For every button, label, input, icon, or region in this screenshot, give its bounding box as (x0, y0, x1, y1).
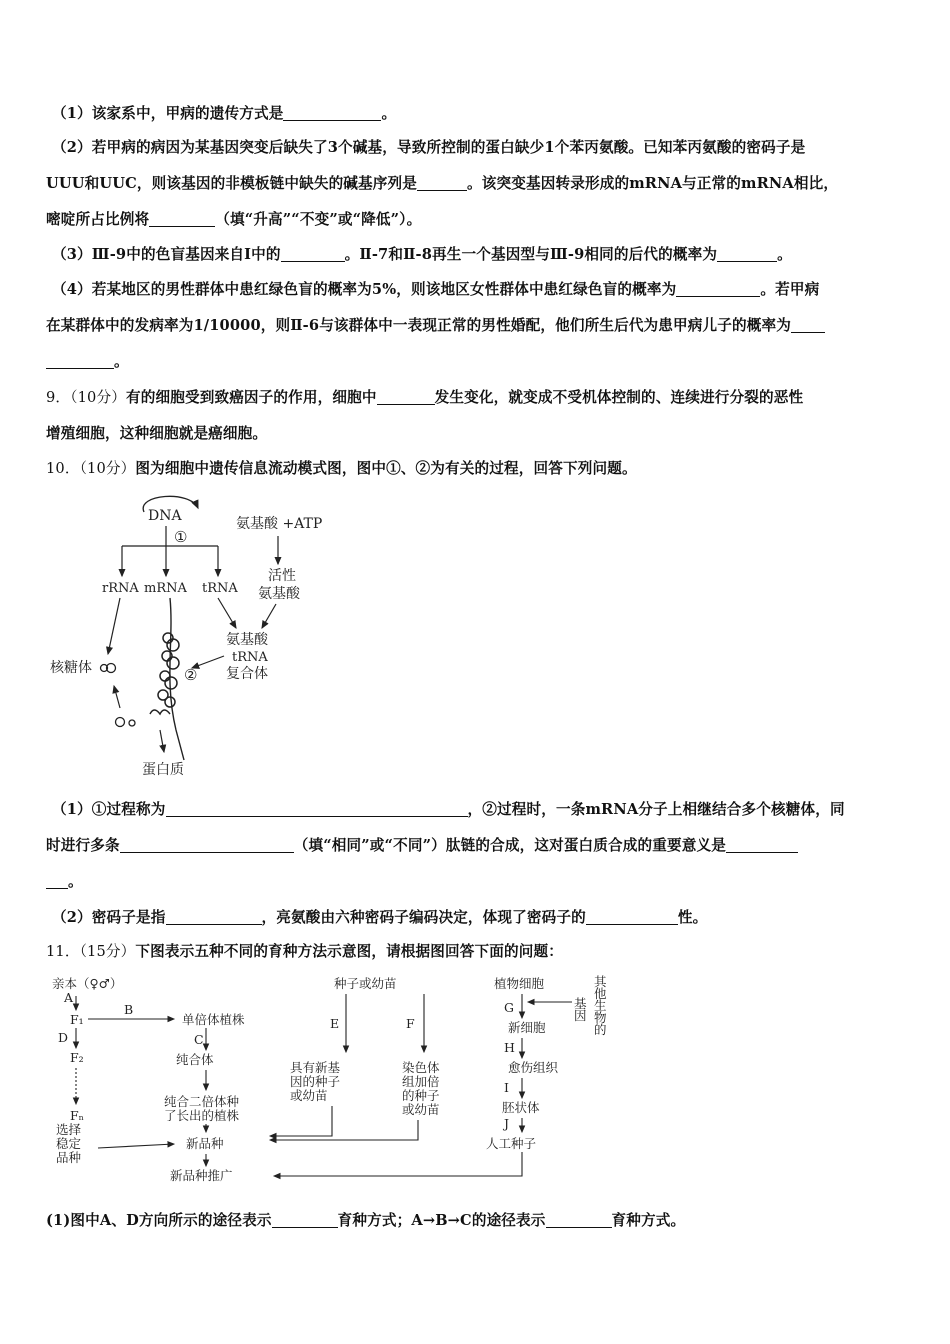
answer-blank[interactable] (676, 281, 760, 297)
artificial-seed-label: 人工种子 (486, 1136, 537, 1151)
complex-line3: 复合体 (226, 666, 268, 682)
rrna-to-ribosome-arrow (108, 598, 120, 654)
select-line3: 品种 (56, 1150, 82, 1165)
q10-part2: （2）密码子是指 ，亮氨酸由六种密码子编码决定，体现了密码子的 性。 (52, 909, 708, 926)
answer-blank[interactable] (546, 1212, 612, 1228)
pure-diploid-line1: 纯合二倍体种 (164, 1094, 240, 1109)
dna-label: DNA (148, 508, 182, 524)
polyploid-line4: 或幼苗 (402, 1102, 440, 1117)
step-d-label: D (58, 1030, 69, 1045)
q11-stem: 11．（15分）下图表示五种不同的育种方法示意图，请根据图回答下面的问题： (46, 943, 563, 960)
q10-stem: 10．（10分）图为细胞中遗传信息流动模式图，图中①、②为有关的过程，回答下列问题。 (46, 460, 637, 477)
answer-blank[interactable] (46, 353, 114, 369)
q9-line1: 9．（10分）有的细胞受到致癌因子的作用，细胞中 发生变化，就变成不受机体控制的、连续进行分裂的恶性 (46, 389, 804, 406)
breeding-methods-diagram (46, 972, 626, 1192)
parent-label: 亲本（♀♂） (52, 976, 123, 991)
select-line1: 选择 (56, 1122, 82, 1137)
answer-blank[interactable] (377, 389, 435, 405)
step-e-label: E (330, 1016, 340, 1031)
rrna-label: rRNA (102, 581, 139, 596)
q8-part4-line1: （4）若某地区的男性群体中患红绿色盲的概率为5%，则该地区女性群体中患红绿色盲的概率为 。若甲病 (52, 281, 820, 298)
activated-aa-line2: 氨基酸 (258, 586, 300, 602)
recycle-arrow (114, 686, 120, 708)
e-to-newvar-arrow (270, 1106, 332, 1136)
answer-blank[interactable] (166, 909, 262, 925)
gene-line1: 基 (574, 996, 587, 1011)
polyploid-line1: 染色体 (402, 1060, 440, 1075)
other-line3: 生 (594, 998, 607, 1013)
gene-seed-line3: 或幼苗 (290, 1088, 328, 1103)
answer-blank[interactable] (717, 246, 777, 262)
process1-label: ① (174, 528, 188, 546)
step-b-label: B (124, 1002, 134, 1017)
free-small-subunit (129, 720, 135, 726)
to-protein-arrow (160, 730, 164, 752)
other-line4: 物 (594, 1010, 607, 1025)
polyploid-line3: 的种子 (402, 1088, 440, 1103)
activated-aa-line1: 活性 (268, 568, 296, 584)
answer-blank[interactable] (791, 317, 825, 333)
free-large-subunit (116, 718, 125, 727)
answer-blank[interactable] (417, 175, 467, 191)
ribosome-label: 核糖体 (50, 660, 92, 676)
pure-diploid-line2: 了长出的植株 (164, 1108, 240, 1123)
artseed-to-promote-arrow (274, 1152, 522, 1176)
q11-part1: (1)图中A、D方向所示的途径表示 育种方式；A→B→C的途径表示 育种方式。 (46, 1212, 686, 1229)
fn-label: Fₙ (70, 1108, 85, 1123)
complex-line1: 氨基酸 (226, 632, 268, 648)
trna-to-complex-arrow (218, 598, 236, 628)
answer-blank[interactable] (586, 909, 678, 925)
gene-seed-line2: 因的种子 (290, 1074, 341, 1089)
gene-expression-diagram (40, 490, 360, 790)
q8-part1: （1）该家系中，甲病的遗传方式是 。 (52, 105, 397, 122)
q10-part1-line1: （1）①过程称为 ，②过程时，一条mRNA分子上相继结合多个核糖体，同 (52, 801, 845, 818)
q10-part1-line2: 时进行多条 （填“相同”或“不同”）肽链的合成，这对蛋白质合成的重要意义是 (46, 836, 906, 856)
other-line2: 他 (594, 986, 607, 1001)
new-cell-label: 新细胞 (508, 1020, 546, 1035)
new-variety-label: 新品种 (186, 1136, 224, 1151)
other-line5: 的 (594, 1022, 607, 1037)
plant-cell-label: 植物细胞 (494, 976, 545, 991)
mrna-strand (170, 598, 184, 760)
answer-blank[interactable] (272, 1212, 338, 1228)
answer-blank[interactable] (281, 246, 345, 262)
step-j-label: J (504, 1116, 510, 1131)
callus-label: 愈伤组织 (508, 1060, 559, 1075)
step-a-label: A (64, 990, 74, 1005)
step-g-label: G (504, 1000, 514, 1015)
answer-blank[interactable] (46, 873, 68, 889)
answer-blank[interactable] (120, 837, 294, 853)
step-f-label: F (406, 1016, 415, 1031)
polysome (150, 633, 179, 714)
answer-blank[interactable] (166, 801, 468, 817)
complex-line2: tRNA (232, 650, 268, 665)
polyploid-line2: 组加倍 (402, 1074, 440, 1089)
embryoid-label: 胚状体 (502, 1100, 540, 1115)
aa-to-complex-arrow (262, 604, 276, 628)
protein-label: 蛋白质 (142, 762, 184, 778)
pure-label: 纯合体 (176, 1052, 214, 1067)
haploid-label: 单倍体植株 (182, 1012, 245, 1027)
answer-blank[interactable] (726, 837, 798, 853)
select-line2: 稳定 (56, 1136, 82, 1151)
trna-label: tRNA (202, 581, 238, 596)
step-h-label: H (504, 1040, 515, 1055)
select-arrow (98, 1144, 174, 1148)
q8-part2-line2: UUU和UUC，则该基因的非模板链中缺失的碱基序列是 。该突变基因转录形成的mRNA与正常的mRNA相比， (46, 175, 839, 192)
mrna-label: mRNA (144, 581, 187, 596)
q8-part4-line2: 在某群体中的发病率为1/10000，则Ⅱ-6与该群体中一表现正常的男性婚配，他们所生后代为患甲病儿子的概率为 (46, 316, 906, 336)
step-c-label: C (194, 1032, 204, 1047)
answer-blank[interactable] (149, 211, 215, 227)
aa-atp-label: 氨基酸 +ATP (236, 516, 323, 532)
f-to-newvar-arrow (270, 1120, 418, 1140)
q8-part2-line3: 嘧啶所占比例将 （填“升高”“不变”或“降低”）。 (46, 211, 422, 228)
q9-line2: 增殖细胞，这种细胞就是癌细胞。 (46, 425, 268, 442)
gene-line2: 因 (574, 1008, 587, 1023)
gene-seed-line1: 具有新基 (290, 1060, 341, 1075)
f2-label: F₂ (70, 1050, 84, 1065)
q8-part3: （3）Ⅲ-9中的色盲基因来自Ⅰ中的 。Ⅱ-7和Ⅱ-8再生一个基因型与Ⅲ-9相同的后代的概率为 。 (52, 246, 792, 263)
promote-label: 新品种推广 (170, 1168, 233, 1183)
other-line1: 其 (594, 974, 607, 989)
f1-label: F₁ (70, 1012, 84, 1027)
process2-label: ② (184, 666, 198, 684)
q8-part2-line1: （2）若甲病的病因为某基因突变后缺失了3个碱基，导致所控制的蛋白缺少1个苯丙氨酸。已知苯丙氨酸的密码子是 (52, 139, 806, 156)
q8-part4-line3: 。 (46, 352, 906, 372)
answer-blank[interactable] (283, 105, 381, 121)
step-i-label: I (504, 1080, 509, 1095)
seed-label: 种子或幼苗 (334, 976, 397, 991)
q10-part1-line3: 。 (46, 872, 906, 892)
